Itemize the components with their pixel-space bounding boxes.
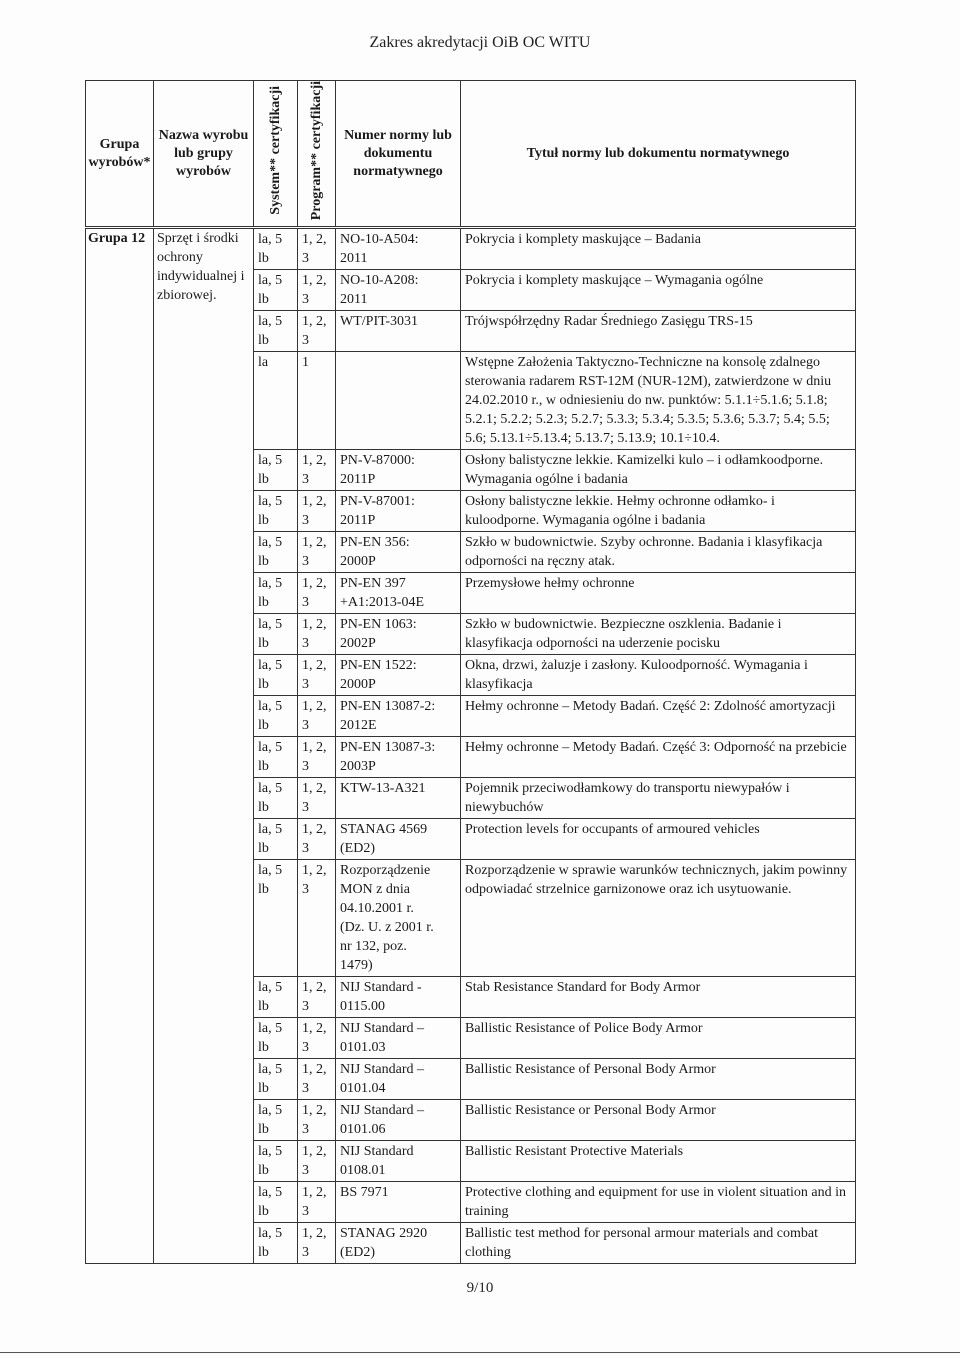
standard-title-cell: Osłony balistyczne lekkie. Hełmy ochronne odłamko- i kuloodporne. Wymagania ogólne i badania (461, 491, 856, 532)
table-body (86, 228, 856, 1264)
system-cell: la, 5 lb (254, 491, 298, 532)
program-cell: 1, 2, 3 (298, 977, 336, 1018)
standard-title-cell: Wstępne Założenia Taktyczno-Techniczne na konsolę zdalnego sterowania radarem RST-12M (NUR-12M), zatwierdzone w dniu 24.02.2010 r., w odniesieniu do nw. punktów: 5.1.1÷5.1.6; 5.1.8; 5.2.1; 5.2.2; 5.2.3; 5.2.7; 5.3.3; 5.3.4; 5.3.5; 5.3.6; 5.3.7; 5.4; 5.5; 5.6; 5.13.1÷5.13.4; 5.13.7; 5.13.9; 10.1÷10.4. (461, 352, 856, 450)
program-cell: 1, 2, 3 (298, 1059, 336, 1100)
system-cell: la, 5 lb (254, 450, 298, 491)
program-cell: 1, 2, 3 (298, 1141, 336, 1182)
col-header-product: Nazwa wyrobu lub grupy wyrobów (154, 81, 254, 228)
standard-title-cell: Pokrycia i komplety maskujące – Wymagania ogólne (461, 270, 856, 311)
standard-title-cell: Rozporządzenie w sprawie warunków technicznych, jakim powinny odpowiadać strzelnice garnizonowe oraz ich usytuowanie. (461, 860, 856, 977)
program-cell: 1 (298, 352, 336, 450)
program-cell: 1, 2, 3 (298, 860, 336, 977)
system-cell: la, 5 lb (254, 614, 298, 655)
system-cell: la, 5 lb (254, 228, 298, 270)
col-header-program: Program** certyfikacji (298, 81, 336, 228)
standard-number-cell: Rozporządzenie MON z dnia 04.10.2001 r. (Dz. U. z 2001 r. nr 132, poz. 1479) (336, 860, 461, 977)
program-cell: 1, 2, 3 (298, 311, 336, 352)
standard-title-cell: Hełmy ochronne – Metody Badań. Część 2: Zdolność amortyzacji (461, 696, 856, 737)
program-cell: 1, 2, 3 (298, 1100, 336, 1141)
table-header-row (86, 81, 856, 228)
standard-title-cell: Pokrycia i komplety maskujące – Badania (461, 228, 856, 270)
program-cell: 1, 2, 3 (298, 1182, 336, 1223)
program-cell: 1, 2, 3 (298, 270, 336, 311)
standard-title-cell: Ballistic Resistance of Personal Body Armor (461, 1059, 856, 1100)
program-cell: 1, 2, 3 (298, 819, 336, 860)
group-label: Grupa 12 (86, 228, 154, 1264)
program-cell: 1, 2, 3 (298, 737, 336, 778)
standard-number-cell (336, 352, 461, 450)
page-number: 9/10 (466, 1280, 494, 1296)
system-cell: la, 5 lb (254, 532, 298, 573)
standard-number-cell: NIJ Standard - 0115.00 (336, 977, 461, 1018)
standard-number-cell: STANAG 2920 (ED2) (336, 1223, 461, 1264)
standard-number-cell: NIJ Standard – 0101.04 (336, 1059, 461, 1100)
standard-number-cell: PN-EN 356: 2000P (336, 532, 461, 573)
page-header: Zakres akredytacji OiB OC WITU (369, 34, 591, 51)
accreditation-table (85, 80, 856, 1264)
standard-number-cell: PN-EN 1522: 2000P (336, 655, 461, 696)
system-cell: la (254, 352, 298, 450)
col-header-group: Grupa wyrobów* (86, 81, 154, 228)
program-cell: 1, 2, 3 (298, 1223, 336, 1264)
standard-number-cell: PN-EN 13087-2: 2012E (336, 696, 461, 737)
standard-number-cell: STANAG 4569 (ED2) (336, 819, 461, 860)
table-row (86, 228, 856, 270)
col-header-system: System** certyfikacji (254, 81, 298, 228)
system-cell: la, 5 lb (254, 311, 298, 352)
product-name: Sprzęt i środki ochrony indywidualnej i zbiorowej. (154, 228, 254, 1264)
program-cell: 1, 2, 3 (298, 573, 336, 614)
program-cell: 1, 2, 3 (298, 696, 336, 737)
bottom-rule (0, 1352, 960, 1353)
standard-number-cell: WT/PIT-3031 (336, 311, 461, 352)
program-cell: 1, 2, 3 (298, 228, 336, 270)
standard-title-cell: Ballistic Resistance of Police Body Armor (461, 1018, 856, 1059)
program-cell: 1, 2, 3 (298, 450, 336, 491)
standard-number-cell: PN-EN 1063: 2002P (336, 614, 461, 655)
standard-number-cell: KTW-13-A321 (336, 778, 461, 819)
standard-title-cell: Ballistic Resistant Protective Materials (461, 1141, 856, 1182)
standard-title-cell: Pojemnik przeciwodłamkowy do transportu niewypałów i niewybuchów (461, 778, 856, 819)
program-cell: 1, 2, 3 (298, 1018, 336, 1059)
standard-number-cell: NIJ Standard – 0101.06 (336, 1100, 461, 1141)
system-cell: la, 5 lb (254, 860, 298, 977)
system-cell: la, 5 lb (254, 977, 298, 1018)
system-cell: la, 5 lb (254, 1059, 298, 1100)
system-cell: la, 5 lb (254, 696, 298, 737)
standard-title-cell: Ballistic Resistance or Personal Body Armor (461, 1100, 856, 1141)
system-cell: la, 5 lb (254, 1100, 298, 1141)
standard-title-cell: Ballistic test method for personal armour materials and combat clothing (461, 1223, 856, 1264)
standard-number-cell: PN-V-87001: 2011P (336, 491, 461, 532)
standard-title-cell: Osłony balistyczne lekkie. Kamizelki kulo – i odłamkoodporne. Wymagania ogólne i badania (461, 450, 856, 491)
program-cell: 1, 2, 3 (298, 778, 336, 819)
standard-number-cell: NIJ Standard – 0101.03 (336, 1018, 461, 1059)
system-cell: la, 5 lb (254, 1018, 298, 1059)
standard-title-cell: Protective clothing and equipment for use in violent situation and in training (461, 1182, 856, 1223)
standard-number-cell: PN-V-87000: 2011P (336, 450, 461, 491)
standard-title-cell: Trójwspółrzędny Radar Średniego Zasięgu TRS-15 (461, 311, 856, 352)
system-cell: la, 5 lb (254, 737, 298, 778)
col-header-number: Numer normy lub dokumentu normatywnego (336, 81, 461, 228)
system-cell: la, 5 lb (254, 819, 298, 860)
standard-title-cell: Stab Resistance Standard for Body Armor (461, 977, 856, 1018)
system-cell: la, 5 lb (254, 655, 298, 696)
standard-title-cell: Hełmy ochronne – Metody Badań. Część 3: Odporność na przebicie (461, 737, 856, 778)
standard-number-cell: NIJ Standard 0108.01 (336, 1141, 461, 1182)
program-cell: 1, 2, 3 (298, 532, 336, 573)
standard-number-cell: PN-EN 397 +A1:2013-04E (336, 573, 461, 614)
system-cell: la, 5 lb (254, 778, 298, 819)
standard-number-cell: BS 7971 (336, 1182, 461, 1223)
system-cell: la, 5 lb (254, 270, 298, 311)
program-cell: 1, 2, 3 (298, 655, 336, 696)
system-cell: la, 5 lb (254, 1223, 298, 1264)
standard-title-cell: Szkło w budownictwie. Bezpieczne oszklenia. Badanie i klasyfikacja odporności na uderzenie pocisku (461, 614, 856, 655)
standard-title-cell: Szkło w budownictwie. Szyby ochronne. Badania i klasyfikacja odporności na ręczny atak. (461, 532, 856, 573)
program-cell: 1, 2, 3 (298, 491, 336, 532)
col-header-title: Tytuł normy lub dokumentu normatywnego (461, 81, 856, 228)
program-cell: 1, 2, 3 (298, 614, 336, 655)
standard-number-cell: PN-EN 13087-3: 2003P (336, 737, 461, 778)
system-cell: la, 5 lb (254, 1182, 298, 1223)
standard-title-cell: Protection levels for occupants of armoured vehicles (461, 819, 856, 860)
standard-title-cell: Okna, drzwi, żaluzje i zasłony. Kuloodporność. Wymagania i klasyfikacja (461, 655, 856, 696)
standard-title-cell: Przemysłowe hełmy ochronne (461, 573, 856, 614)
standard-number-cell: NO-10-A504: 2011 (336, 228, 461, 270)
system-cell: la, 5 lb (254, 1141, 298, 1182)
system-cell: la, 5 lb (254, 573, 298, 614)
standard-number-cell: NO-10-A208: 2011 (336, 270, 461, 311)
